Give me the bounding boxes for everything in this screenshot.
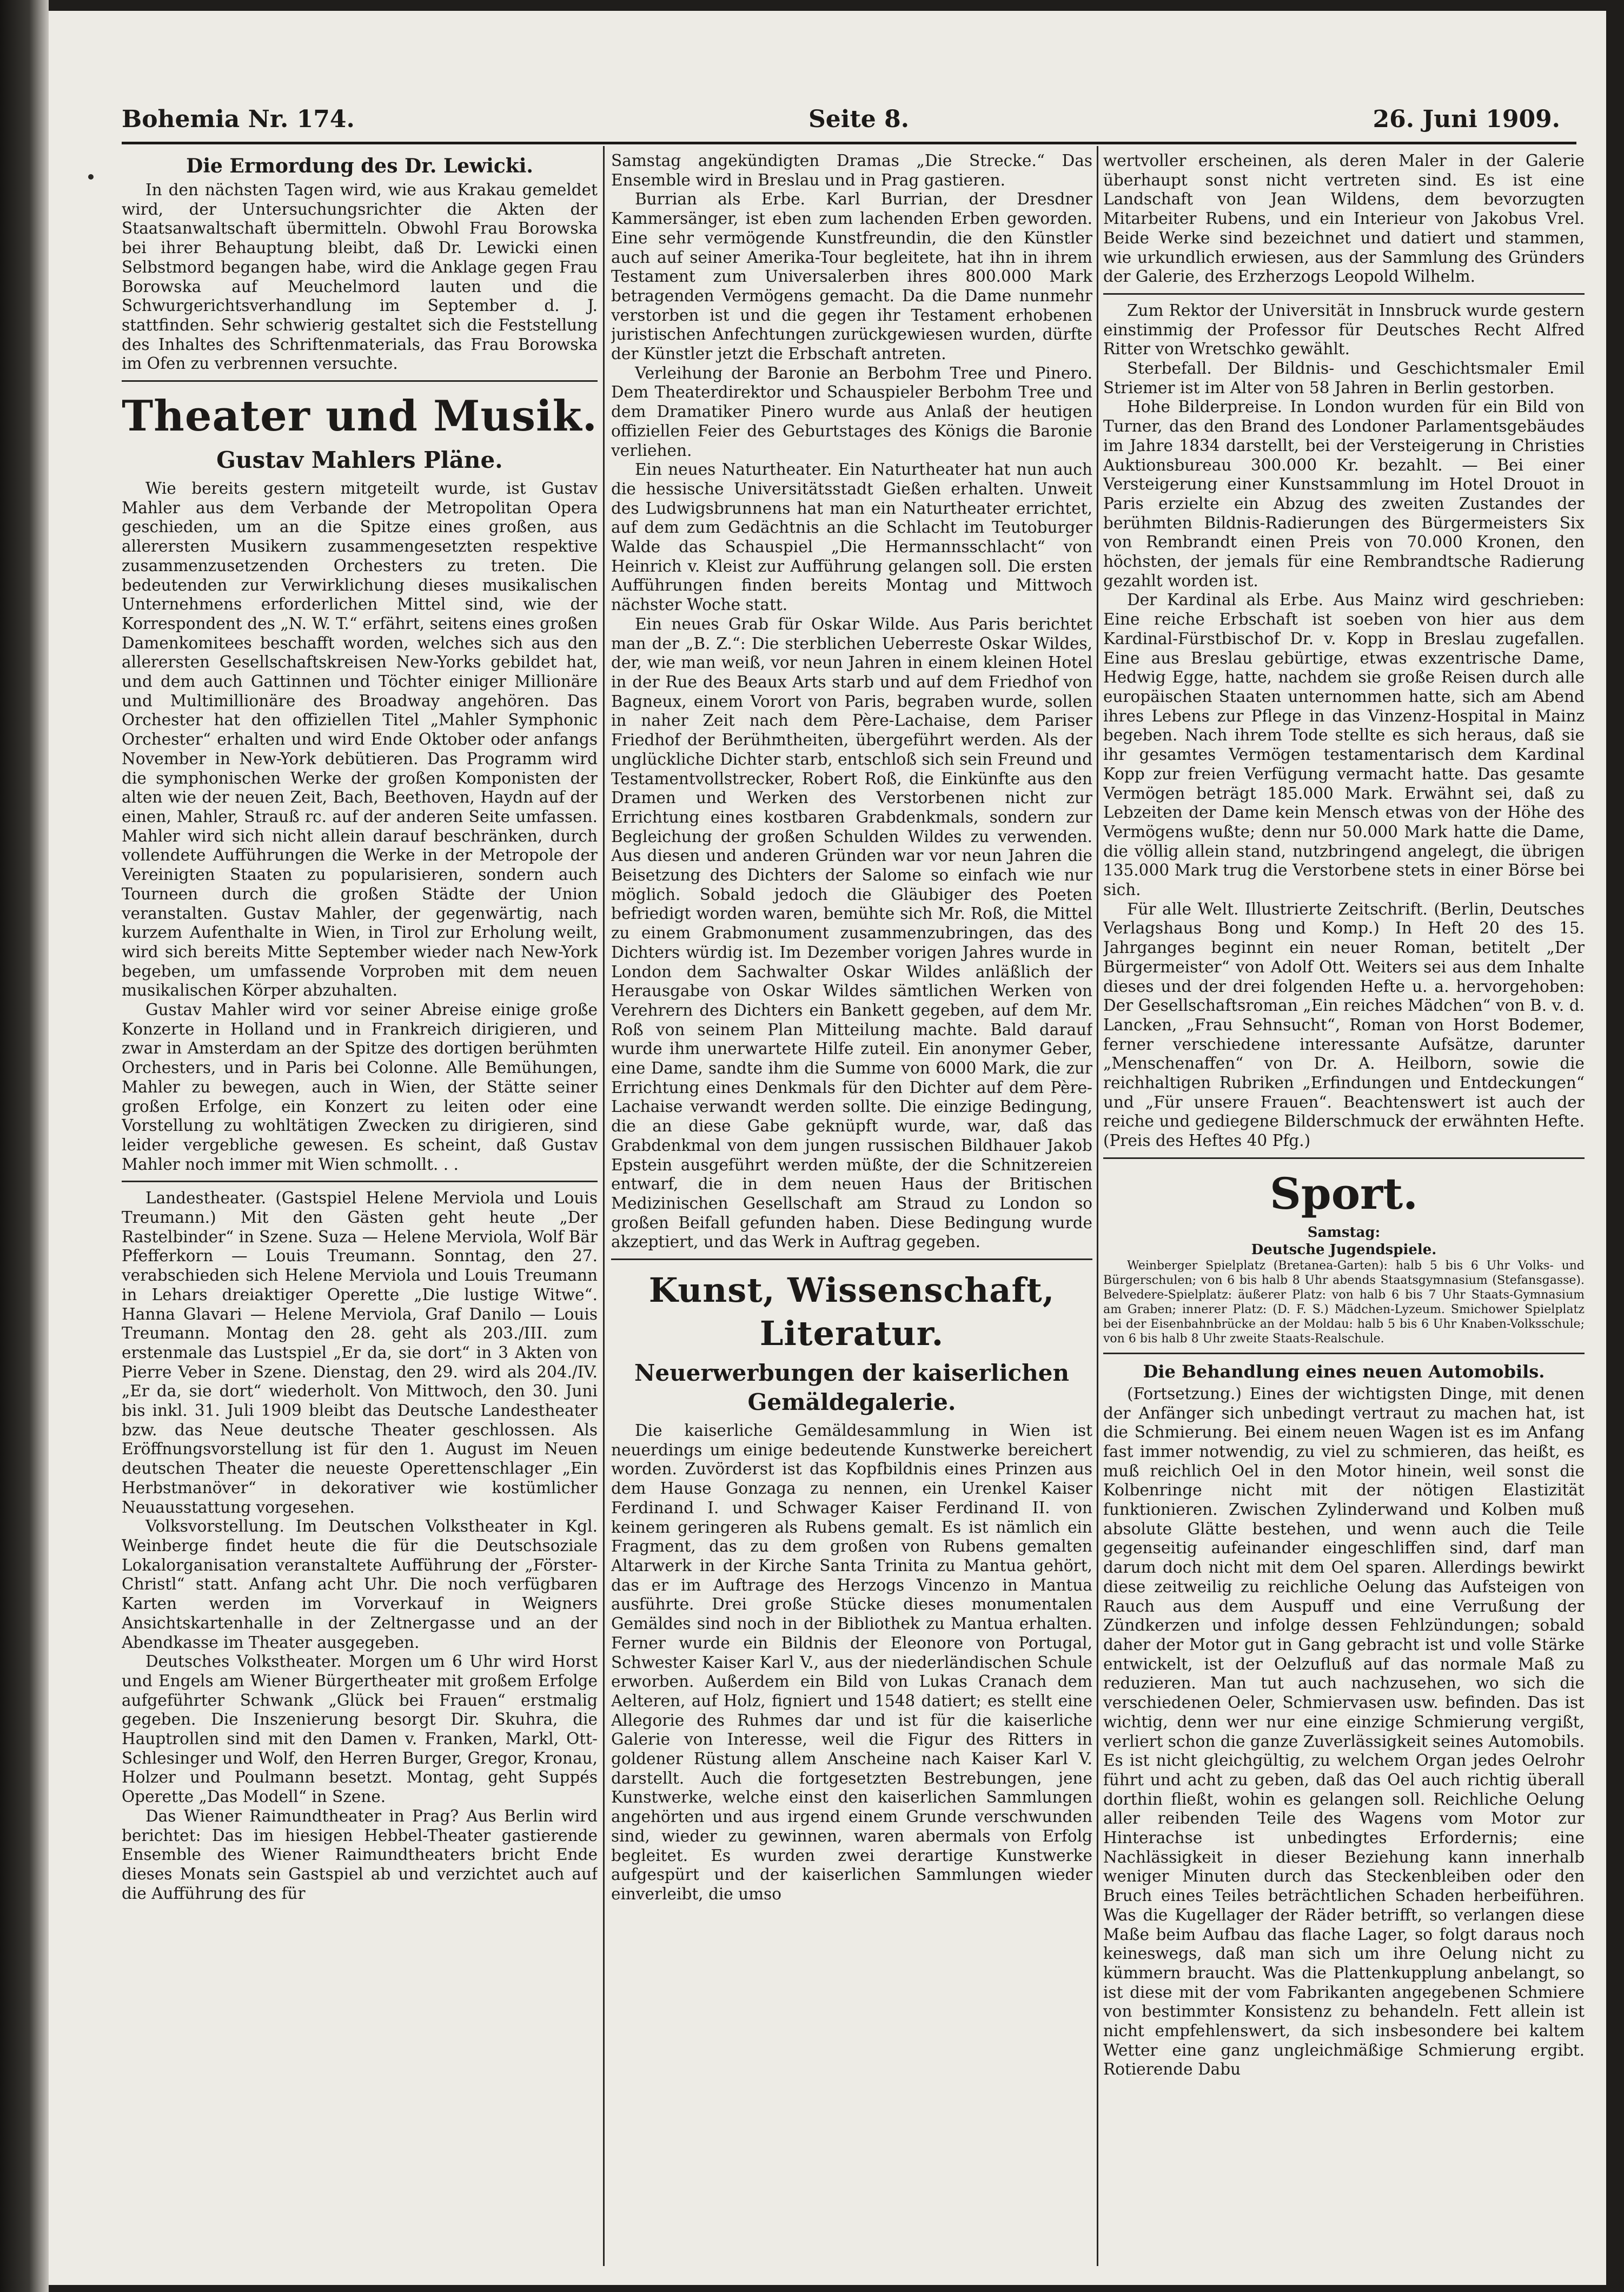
article-text-landestheater: Landestheater. (Gastspiel Helene Merviola und Louis Treumann.) Mit den Gästen geht heute „Der Rastelbinder“ in Szene. Suza — Helene Merviola, Wolf Bär Pfefferkorn — Louis Treumann. Sonntag, den 27. verabschieden sich Helene Merviola und Louis Treumann in Lehars dreiaktiger Operette „Die lustige Witwe“. Hanna Glavari — Helene Merviola, Graf Danilo — Louis Treumann. Montag den 28. geht als 203./III. zum erstenmale das Lustspiel „Er da, sie dort“ in 3 Akten von Pierre Veber in Szene. Dienstag, den 29. wird als 204./IV. „Er da, sie dort“ wiederholt. Von Mittwoch, den 30. Juni bis inkl. 31. Juli 1909 bleibt das Deutsche Landestheater bzw. das Neue deutsche Theater geschlossen. Als Eröffnungsvorstellung ist für den 1. August im Neuen deutschen Theater die neueste Operettenschlager „Ein Herbstmanöver“ in dekorativer wie kostümlicher Neuausstattung vorgesehen. xyxy=(122,1189,598,1516)
article-text-fuer-alle-welt: Für alle Welt. Illustrierte Zeitschrift. (Berlin, Deutsches Verlagshaus Bong und Komp.) In Heft 20 des 15. Jahrganges beginnt ein neuer Roman, betitelt „Der Bürgermeister“ von Adolf Ott. Weiters sei aus dem Inhalte dieses und der drei folgenden Hefte u. a. hervorgehoben: Der Gesellschaftsroman „Ein reiches Mädchen“ von B. v. d. Lancken, „Frau Sehnsucht“, Roman von Horst Bodemer, ferner verschiedene interessante Aufsätze, darunter „Menschenaffen“ von Dr. A. Heilborn, sowie die reichhaltigen Rubriken „Erfindungen und Entdeckungen“ und „Für unsere Frauen“. Beachtenswert ist auch der reiche und gediegene Bilderschmuck der erwähnten Hefte. (Preis des Heftes 40 Pfg.) xyxy=(1103,899,1585,1150)
margin-dot xyxy=(88,174,94,180)
article-text-baronie: Verleihung der Baronie an Berbohm Tree und Pinero. Dem Theaterdirektor und Schauspieler Berbohm Tree und dem Dramatiker Pinero wurde aus Anlaß der heutigen offiziellen Feier des Geburtstages des Königs die Baronie verliehen. xyxy=(611,363,1092,460)
divider xyxy=(122,380,598,382)
article-title-lewicki: Die Ermordung des Dr. Lewicki. xyxy=(186,155,533,177)
page-header xyxy=(122,100,1582,143)
sport-day: Samstag: xyxy=(1307,1224,1381,1241)
column-rule-1 xyxy=(603,146,605,2266)
article-text-sterbefall: Sterbefall. Der Bildnis- und Geschichtsmaler Emil Striemer ist im Alter von 58 Jahren in Berlin gestorben. xyxy=(1103,359,1585,397)
column-3 xyxy=(1103,151,1585,2261)
article-text-lewicki: In den nächsten Tagen wird, wie aus Krakau gemeldet wird, der Untersuchungsrichter die Akten der Staatsanwaltschaft übermitteln. Obwohl Frau Borowska bei ihrer Behauptung bleibt, daß Dr. Lewicki einen Selbstmord begangen habe, wird die Anklage gegen Frau Borowska auf Meuchelmord lauten und die Schwurgerichtsverhandlung im September d. J. stattfinden. Sehr schwierig gestaltet sich die Feststellung des Inhaltes des Schriftenmaterials, das Frau Borowska im Ofen zu verbrennen versuchte. xyxy=(122,181,598,373)
divider xyxy=(611,1258,1092,1260)
divider xyxy=(1103,1353,1585,1354)
article-text-mahler-1: Wie bereits gestern mitgeteilt wurde, ist Gustav Mahler aus dem Verbande der Metropolitan Opera geschieden, um an die Spitze eines großen, aus allerersten Musikern zusammengesetzten respektive zusammenzusetzenden Orchesters zu treten. Die bedeutenden zur Verwirklichung dieses musikalischen Unternehmens erforderlichen Mittel sind, wie der Korrespondent des „N. W. T.“ erfährt, seitens eines großen Damenkomitees beschafft worden, welches sich aus den allerersten Gesellschaftskreisen New-Yorks gebildet hat, und dem auch Gattinnen und Töchter einiger Millionäre und Multimillionäre des Broadway angehören. Das Orchester hat den offiziellen Titel „Mahler Symphonic Orchester“ erhalten und wird Ende Oktober oder anfangs November in New-York debütieren. Das Programm wird die symphonischen Werke der großen Komponisten der alten wie der neuen Zeit, Bach, Beethoven, Haydn auf der einen, Mahler, Strauß rc. auf der anderen Seite umfassen. Mahler wird sich nicht allein darauf beschränken, durch vollendete Aufführungen die Werke in der Metropole der Vereinigten Staaten zu popularisieren, sondern auch Tourneen durch die großen Städte der Union veranstalten. Gustav Mahler, der gegenwärtig, nach kurzem Aufenthalte in Wien, in Tirol zur Erholung weilt, wird sich bereits Mitte September wieder nach New-York begeben, um umfassende Vorproben mit dem neuen musikalischen Körper abzuhalten. xyxy=(122,479,598,1000)
column-2 xyxy=(611,151,1092,2261)
article-text-mahler-2: Gustav Mahler wird vor seiner Abreise einige große Konzerte in Holland und in Frankreich dirigieren, und zwar in Amsterdam an der Spitze des dortigen berühmten Orchesters, und in Paris bei Colonne. Alle Bemühungen, Mahler zu bewegen, auch in Wien, der Stätte seiner großen Erfolge, ein Konzert zu leiten oder eine Vorstellung zu wohltätigen Zwecken zu dirigieren, sind leider vergebliche gewesen. Es scheint, daß Gustav Mahler noch immer mit Wien schmollt. . . xyxy=(122,1001,598,1174)
header-date: 26. Juni 1909. xyxy=(1373,105,1560,133)
header-rule xyxy=(122,142,1576,144)
article-title-automobil: Die Behandlung eines neuen Automobils. xyxy=(1143,1361,1545,1382)
divider xyxy=(122,1181,598,1182)
article-text-kardinal: Der Kardinal als Erbe. Aus Mainz wird geschrieben: Eine reiche Erbschaft ist soeben von hier aus dem Kardinal-Fürstbischof Dr. v. Kopp in Breslau zugefallen. Eine aus Breslau gebürtige, etwas exzentrische Dame, Hedwig Egge, hatte, nachdem sie große Reisen durch alle europäischen Staaten unternommen hatte, sich am Abend ihres Lebens zur Pflege in das Vinzenz-Hospital in Mainz begeben. Nach ihrem Tode stellte es sich heraus, daß sie ihr gesamtes Vermögen testamentarisch dem Kardinal Kopp zur freien Verfügung vermacht hatte. Das gesamte Vermögen beträgt 185.000 Mark. Erwähnt sei, daß zu Lebzeiten der Dame kein Mensch etwas von der Höhe des Vermögens wußte; denn nur 50.000 Mark hatte die Dame, die völlig allein stand, nutzbringend angelegt, die übrigen 135.000 Mark trug die Verstorbene stets in einer Börse bei sich. xyxy=(1103,591,1585,899)
sport-text-jugendspiele: Weinberger Spielplatz (Bretanea-Garten): halb 5 bis 6 Uhr Volks- und Bürgerschulen; von 6 bis halb 8 Uhr abends Staatsgymnasium (Stefansgasse). Belvedere-Spielplatz: äußerer Platz: von halb 6 bis 7 Uhr Staats-Gymnasium am Graben; innerer Platz: (D. F. S.) Mädchen-Lyzeum. Smichower Spielplatz bei der Eisenbahnbrücke an der Moldau: halb 5 bis 6 Uhr Knaben-Volksschule; von 6 bis halb 8 Uhr zweite Staats-Realschule. xyxy=(1103,1258,1585,1346)
article-text-burrian: Burrian als Erbe. Karl Burrian, der Dresdner Kammersänger, ist eben zum lachenden Erben geworden. Eine sehr vermögende Kunstfreundin, die den Künstler auch auf seiner Amerika-Tour begleitete, hat ihn in ihrem Testament zum Universalerben ihres 800.000 Mark betragenden Vermögens gemacht. Da die Dame nunmehr verstorben ist und die gegen ihr Testament erhobenen juristischen Anfechtungen zurückgewiesen wurden, dürfte der Künstler jetzt die Erbschaft antreten. xyxy=(611,190,1092,363)
article-text-rektor: Zum Rektor der Universität in Innsbruck wurde gestern einstimmig der Professor für Deutsches Recht Alfred Ritter von Wretschko gewählt. xyxy=(1103,301,1585,359)
article-text-bilderpreise: Hohe Bilderpreise. In London wurden für ein Bild von Turner, das den Brand des Londoner Parlamentsgebäudes im Jahre 1834 darstellt, bei der Versteigerung in Christies Auktionsbureau 300.000 Kr. bezahlt. — Bei einer Versteigerung einer Kunstsammlung im Hotel Drouot in Paris erzielte ein Abzug des zweiten Zustandes der berühmten Bildnis-Radierungen des Bürgermeisters Six von Rembrandt einen Preis von 70.000 Kronen, den höchsten, der jemals für eine Rembrandtsche Radierung gezahlt worden ist. xyxy=(1103,398,1585,590)
article-text-naturtheater: Ein neues Naturtheater. Ein Naturtheater hat nun auch die hessische Universitätsstadt Gießen erhalten. Unweit des Ludwigsbrunnens hat man ein Naturtheater errichtet, auf dem zum Gedächtnis an die Schlacht im Teutoburger Walde das Schauspiel „Die Hermannsschlacht“ von Heinrich v. Kleist zur Aufführung gelangen soll. Die ersten Aufführungen finden bereits Montag und Mittwoch nächster Woche statt. xyxy=(611,460,1092,614)
article-text-wilde: Ein neues Grab für Oskar Wilde. Aus Paris berichtet man der „B. Z.“: Die sterblichen Ueberreste Oskar Wildes, der, wie man weiß, vor neun Jahren in einem kleinen Hotel in der Rue des Beaux Arts starb und auf dem Friedhof von Bagneux, einem Vorort von Paris, begraben wurde, sollen in naher Zeit nach dem Père-Lachaise, dem Pariser Friedhof der Berühmtheiten, übergeführt werden. Als der unglückliche Dichter starb, entschloß sich sein Freund und Testamentvollstrecker, Robert Roß, die Einkünfte aus den Dramen und Werken des Verstorbenen nicht zur Errichtung eines kostbaren Grabdenkmals, sondern zur Begleichung der großen Schulden Wildes zu verwenden. Aus diesen und anderen Gründen war vor neun Jahren die Beisetzung des Dichters der Salome so einfach wie nur möglich. Sobald jedoch die Gläubiger des Poeten befriedigt worden waren, bemühte sich Mr. Roß, die Mittel zu einem Grabmonument zusammenzubringen, das des Dichters würdig ist. Im Dezember vorigen Jahres wurde in London dem Sachwalter Oskar Wildes anläßlich der Herausgabe von Oskar Wildes sämtlichen Werken von Verehrern des Dichters ein Bankett gegeben, auf dem Mr. Roß von seinem Plan Mitteilung machte. Bald darauf wurde ihm unerwartete Hilfe zuteil. Ein anonymer Geber, eine Dame, sandte ihm die Summe von 6000 Mark, die zur Errichtung eines Denkmals für den Dichter auf dem Père-Lachaise verwandt werden sollte. Die einzige Bedingung, die an diese Gabe geknüpft wurde, war, daß das Grabdenkmal von dem jungen russischen Bildhauer Jakob Epstein ausgeführt werden müßte, der die Schnitzereien entwarf, die in dem neuen Haus der Britischen Medizinischen Gesellschaft am Straud zu London so großen Beifall gefunden haben. Diese Bedingung wurde akzeptiert, und das Werk in Auftrag gegeben. xyxy=(611,614,1092,1251)
article-text-automobil: (Fortsetzung.) Eines der wichtigsten Dinge, mit denen der Anfänger sich unbedingt vertraut zu machen hat, ist die Schmierung. Bei einem neuen Wagen ist es im Anfang fast immer notwendig, zu viel zu schmieren, das heißt, es muß reichlich Oel in den Motor hinein, weil sonst die Kolbenringe nicht mit der nötigen Elastizität funktionieren. Zwischen Zylinderwand und Kolben muß absolute Glätte bestehen, und wenn auch die Teile gegenseitig aufeinander eingeschliffen sind, darf man darum doch nicht mit dem Oel sparen. Allerdings bewirkt diese zeitweilig zu reichliche Oelung das Aufsteigen von Rauch aus dem Auspuff und eine Verrußung der Zündkerzen und infolge dessen Fehlzündungen; sobald daher der Motor gut in Gang gebracht ist und volle Stärke entwickelt, ist der Oelzufluß auf das normale Maß zu reduzieren. Man tut auch nachzusehen, wo sich die verschiedenen Oeler, Schmiervasen usw. befinden. Das ist wichtig, denn wer nur eine einzige Schmierung vergißt, verliert schon die ganze Zuverlässigkeit seines Automobils. Es ist nicht gleichgültig, zu welchem Organ jedes Oelrohr führt und acht zu geben, daß das Oel auch richtig überall dorthin fließt, wohin es gelangen soll. Reichliche Oelung aller reibenden Teile des Wagens vom Motor zur Hinterachse ist unbedingtes Erfordernis; eine Nachlässigkeit in dieser Beziehung kann innerhalb weniger Minuten durch das Steckenbleiben oder den Bruch eines Teiles beträchtlichen Schaden herbeiführen. Was die Kugellager der Räder betrifft, so verlangen diese Maße beim Aufbau das flache Lager, so folgt daraus noch keineswegs, daß man sich um ihre Oelung nicht zu kümmern braucht. Was die Plattenkupplung anbelangt, so ist diese mit der vom Fabrikanten angegebenen Schmiere von bestimmter Konsistenz zu behandeln. Fett allein ist nicht empfehlenswert, da sich insbesondere bei kaltem Wetter eine ganz ungleichmäßige Schmierung ergibt. Rotierende Dabu xyxy=(1103,1384,1585,2079)
article-text-raimundtheater: Das Wiener Raimundtheater in Prag? Aus Berlin wird berichtet: Das im hiesigen Hebbel-Theater gastierende Ensemble des Wiener Raimundtheaters bricht Ende dieses Monats sein Gastspiel ab und verzichtet auch auf die Aufführung des für xyxy=(122,1806,598,1903)
article-text-volkstheater: Deutsches Volkstheater. Morgen um 6 Uhr wird Horst und Engels am Wiener Bürgertheater mit großem Erfolge aufgeführter Schwank „Glück bei Frauen“ erstmalig gegeben. Die Inszenierung besorgt Dir. Skuhra, die Hauptrollen sind mit den Damen v. Franken, Markl, Ott-Schlesinger und Wolf, den Herren Burger, Gregor, Kronau, Holzer und Poulmann besetzt. Montag, geht Suppés Operette „Das Modell“ in Szene. xyxy=(122,1652,598,1806)
header-page-number: Seite 8. xyxy=(808,105,910,133)
section-title-kunst: Kunst, Wissenschaft, Literatur. xyxy=(648,1270,1055,1354)
article-text-volksvorstellung: Volksvorstellung. Im Deutschen Volkstheater in Kgl. Weinberge findet heute die für die Deutschsoziale Lokalorganisation veranstaltete Aufführung der „Förster-Christl“ statt. Anfang acht Uhr. Die noch verfügbaren Karten werden im Vorverkauf in Weigners Ansichtskartenhalle in der Zeltnergasse und an der Abendkasse im Theater ausgegeben. xyxy=(122,1517,598,1652)
article-title-gemaeldegalerie: Neuerwerbungen der kaiserlichen Gemäldegalerie. xyxy=(634,1360,1070,1416)
divider xyxy=(1103,293,1585,295)
article-text-strecke: Samstag angekündigten Dramas „Die Strecke.“ Das Ensemble wird in Breslau und in Prag gastieren. xyxy=(611,151,1092,189)
scan-left-edge xyxy=(0,0,49,2292)
article-text-galerie-cont: wertvoller erscheinen, als deren Maler in der Galerie überhaupt sonst nicht vertreten sind. Es ist eine Landschaft von Jean Wildens, dem bevorzugten Mitarbeiter Rubens, und ein Interieur von Jakobus Vrel. Beide Werke sind bezeichnet und datiert und stammen, wie urkundlich erwiesen, aus der Sammlung des Gründers der Galerie, des Erzherzogs Leopold Wilhelm. xyxy=(1103,151,1585,286)
article-text-gemaeldegalerie: Die kaiserliche Gemäldesammlung in Wien ist neuerdings um einige bedeutende Kunstwerke bereichert worden. Zuvörderst ist das Kopfbildnis eines Prinzen aus dem Hause Gonzaga zu nennen, ein Urenkel Kaiser Ferdinand I. und Schwager Kaiser Ferdinand II. von keinem geringeren als Rubens gemalt. Es ist nämlich ein Fragment, das zu dem großen von Rubens gemalten Altarwerk in der Kirche Santa Trinita zu Mantua gehört, das er im Auftrage des Herzogs Vincenzo in Mantua ausführte. Drei große Stücke dieses monumentalen Gemäldes sind noch in der Bibliothek zu Mantua erhalten. Ferner wurde ein Bildnis der Eleonore von Portugal, Schwester Kaiser Karl V., aus der niederländischen Schule erworben. Außerdem ein Bild von Lukas Cranach dem Aelteren, auf Holz, figniert und 1548 datiert; es stellt eine Allegorie des Ruhmes dar und ist für die kaiserliche Galerie von Interesse, weil die Figur des Ritters in goldener Rüstung allem Anscheine nach Kaiser Karl V. darstellt. Auch die fortgesetzten Bestrebungen, jene Kunstwerke, welche einst den kaiserlichen Sammlungen angehörten und aus irgend einem Grunde verschwunden sind, wieder zu gewinnen, waren abermals von Erfolg begleitet. Es wurden zwei derartige Kunstwerke aufgespürt und der kaiserlichen Sammlungen wieder einverleibt, die umso xyxy=(611,1421,1092,1903)
column-1 xyxy=(122,151,598,2261)
column-rule-2 xyxy=(1097,146,1098,2266)
section-title-theater: Theater und Musik. xyxy=(122,392,598,441)
sport-heading-jugendspiele: Deutsche Jugendspiele. xyxy=(1251,1241,1437,1258)
section-title-sport: Sport. xyxy=(1269,1168,1418,1219)
header-issue: Bohemia Nr. 174. xyxy=(122,105,355,133)
article-title-mahler: Gustav Mahlers Pläne. xyxy=(216,447,503,474)
divider xyxy=(1103,1157,1585,1159)
